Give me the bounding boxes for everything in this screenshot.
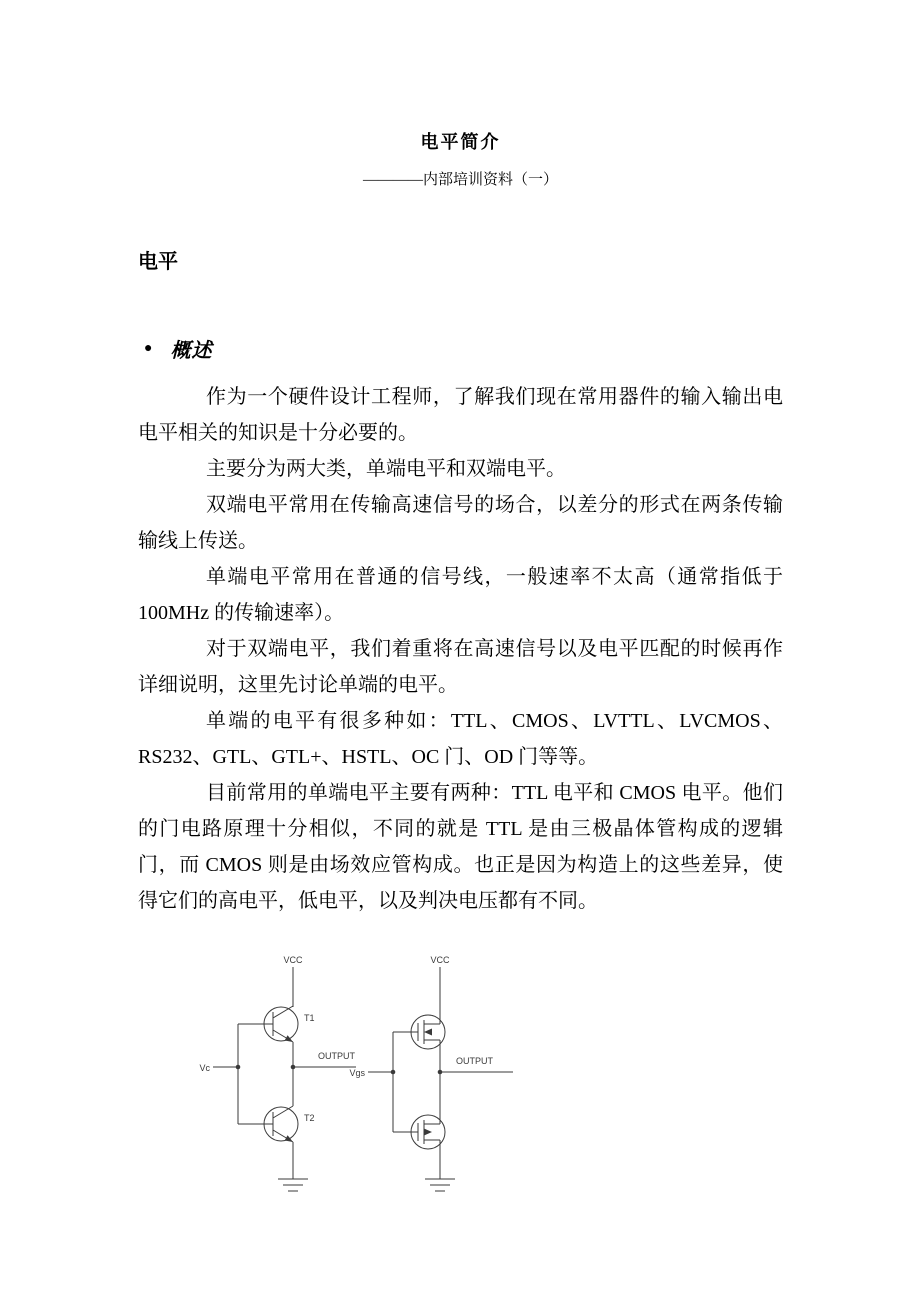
ttl-output-stage xyxy=(199,955,356,1191)
ground-icon xyxy=(278,1179,308,1191)
document-subtitle: ————内部培训资料（一） xyxy=(362,172,558,188)
ttl-t1-label: T1 xyxy=(304,1013,315,1023)
cmos-input-label: Vgs xyxy=(349,1068,365,1078)
circuit-diagram xyxy=(168,947,783,1212)
paragraph: 双端电平常用在传输高速信号的场合，以差分的形式在两条传输输线上传送。 xyxy=(138,494,783,552)
overview-heading: 概述 xyxy=(170,340,213,362)
ttl-output-label: OUTPUT xyxy=(318,1051,355,1061)
paragraph: 主要分为两大类，单端电平和双端电平。 xyxy=(206,458,566,480)
circuit-schematic xyxy=(168,947,538,1212)
cmos-output-label: OUTPUT xyxy=(456,1056,493,1066)
bullet-icon: ● xyxy=(144,340,153,356)
overview-heading-row xyxy=(144,334,783,363)
paragraph: 单端电平常用在普通的信号线，一般速率不太高（通常指低于100MHz 的传输速率）。 xyxy=(138,566,783,624)
ttl-input-label: Vc xyxy=(199,1063,210,1073)
body-text xyxy=(138,379,783,919)
document-title: 电平简介 xyxy=(420,132,501,152)
ttl-t2-label: T2 xyxy=(304,1113,315,1123)
cmos-vcc-label: VCC xyxy=(430,955,450,965)
section-heading: 电平 xyxy=(138,251,178,273)
paragraph: 对于双端电平，我们着重将在高速信号以及电平匹配的时候再作详细说明，这里先讨论单端的电平。 xyxy=(138,638,783,696)
paragraph: 目前常用的单端电平主要有两种：TTL 电平和 CMOS 电平。他们的门电路原理十分相似，不同的就是 TTL 是由三极晶体管构成的逻辑门，而 CMOS 则是由场效应管构成。也正是因为构造上的这些差异，使得它们的高电平，低电平，以及判决电压都有不同。 xyxy=(138,782,783,912)
paragraph: 单端的电平有很多种如：TTL、CMOS、LVTTL、LVCMOS、RS232、GTL、GTL+、HSTL、OC 门、OD 门等等。 xyxy=(138,710,783,768)
paragraph: 作为一个硬件设计工程师，了解我们现在常用器件的输入输出电电平相关的知识是十分必要的。 xyxy=(138,386,783,444)
cmos-output-stage xyxy=(349,955,513,1191)
ground-icon xyxy=(425,1179,455,1191)
ttl-vcc-label: VCC xyxy=(283,955,303,965)
